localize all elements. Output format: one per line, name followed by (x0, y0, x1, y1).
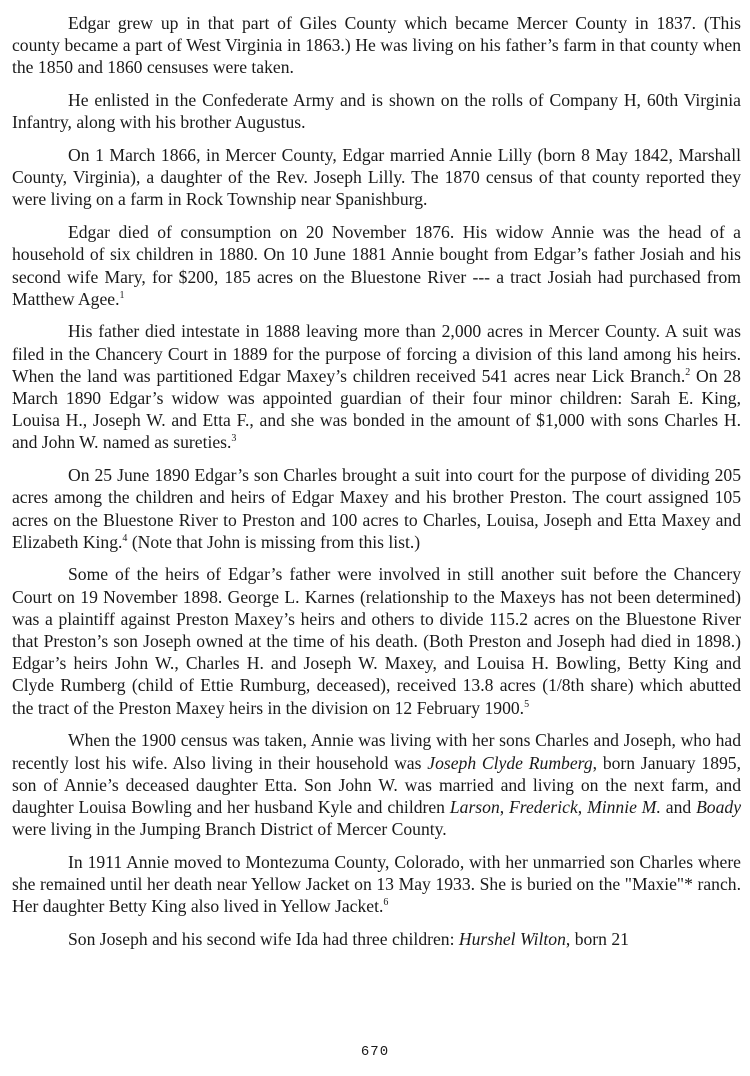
document-page (12, 12, 741, 961)
body-paragraph (12, 928, 741, 950)
paragraph-text: When the 1900 census was taken, Annie was living with her sons Charles and Joseph, who had recently lost his wife. Also living in their household was (12, 730, 741, 773)
body-paragraph (12, 729, 741, 840)
body-paragraph (12, 563, 741, 718)
footnote-marker: 2 (685, 366, 691, 378)
paragraph-text: His father died intestate in 1888 leaving more than 2,000 acres in Mercer County. A suit was filed in the Chancery Court in 1889 for the purpose of forcing a division of this land among his heirs. When the land was partitioned Edgar Maxey’s children received 541 acres near Lick Branch. (12, 321, 741, 386)
footnote-marker: 5 (524, 698, 530, 710)
body-paragraph (12, 464, 741, 553)
paragraph-text: (Note that John is missing from this list.) (127, 531, 421, 552)
footnote-marker: 6 (383, 897, 389, 909)
paragraph-text: Son Joseph and his second wife Ida had three children: (68, 929, 459, 950)
paragraph-text: Edgar died of consumption on 20 November 1876. His widow Annie was the head of a household of six children in 1880. On 10 June 1881 Annie bought from Edgar’s father Josiah and his second wife Mary, for $200, 185 acres on the Bluestone River --- a tract Josiah had purchased from Matthew Agee. (12, 222, 741, 309)
body-paragraph (12, 851, 741, 918)
italic-name: Hurshel Wilton (458, 929, 566, 950)
paragraph-text: were living in the Jumping Branch District of Mercer County. (12, 819, 447, 840)
paragraph-text: , born 21 (565, 929, 629, 950)
footnote-marker: 3 (231, 433, 237, 445)
body-paragraph (12, 320, 741, 453)
page-number: 670 (360, 1044, 390, 1060)
paragraph-text: On 1 March 1866, in Mercer County, Edgar married Annie Lilly (born 8 May 1842, Marshall County, Virginia), a daughter of the Rev. Joseph Lilly. The 1870 census of that county reported they were living on a farm in Rock Township near Spanishburg. (12, 145, 741, 210)
paragraph-text: Edgar grew up in that part of Giles County which became Mercer County in 1837. (This county became a part of West Virginia in 1863.) He was living on his father’s farm in that county when the 1850 and 1860 censuses were taken. (12, 13, 741, 78)
paragraph-text: , (577, 797, 588, 817)
body-paragraph (12, 12, 741, 79)
footnote-marker: 1 (119, 289, 125, 301)
paragraph-text: On 25 June 1890 Edgar’s son Charles brought a suit into court for the purpose of dividing 205 acres among the children and heirs of Edgar Maxey and his brother Preston. The court assigned 105 acres on the Bluestone River to Preston and 100 acres to Charles, Louisa, Joseph and Etta Maxey and Elizabeth King. (12, 465, 741, 552)
italic-name: Minnie M. (587, 797, 661, 817)
footnote-marker: 4 (122, 532, 128, 544)
body-paragraph (12, 144, 741, 211)
paragraph-text: Some of the heirs of Edgar’s father were involved in still another suit before the Chancery Court on 19 November 1898. George L. Karnes (relationship to the Maxeys has not been determined) was a plaintiff against Preston Maxey’s heirs and others to divide 115.2 acres on the Bluestone River that Preston’s son Joseph owned at the time of his death. (Both Preston and Joseph had died in 1898.) Edgar’s heirs John W., Charles H. and Joseph W. Maxey, and Louisa H. Bowling, Betty King and Clyde Rumberg (child of Ettie Rumburg, deceased), received 13.8 acres (1/8th share) which abutted the tract of the Preston Maxey heirs in the division on 12 February 1900. (12, 564, 741, 718)
paragraph-text: and (660, 797, 697, 817)
italic-name: Frederick (509, 797, 578, 817)
paragraph-text: , (499, 797, 510, 817)
paragraph-text: In 1911 Annie moved to Montezuma County, Colorado, with her unmarried son Charles where she remained until her death near Yellow Jacket on 13 May 1933. She is buried on the "Maxie"* ranch. Her daughter Betty King also lived in Yellow Jacket. (12, 851, 741, 917)
paragraph-text: On 28 March 1890 Edgar’s widow was appointed guardian of their four minor children: Sarah E. King, Louisa H., Joseph W. and Etta F., and she was bonded in the amount of $1,000 with sons Charles H. and John W. named as sureties. (12, 365, 741, 453)
italic-name: Joseph Clyde Rumberg (427, 752, 593, 773)
paragraph-text: , born January 1895, son of Annie’s deceased daughter Etta. Son John W. was married and living on the next farm, and daughter Louisa Bowling and her husband Kyle and children (12, 752, 741, 817)
italic-name: Larson (449, 797, 500, 817)
body-paragraph (12, 221, 741, 310)
body-paragraph (12, 89, 741, 133)
italic-name: Boady (696, 797, 742, 817)
paragraph-text: He enlisted in the Confederate Army and is shown on the rolls of Company H, 60th Virginia Infantry, along with his brother Augustus. (12, 90, 741, 133)
